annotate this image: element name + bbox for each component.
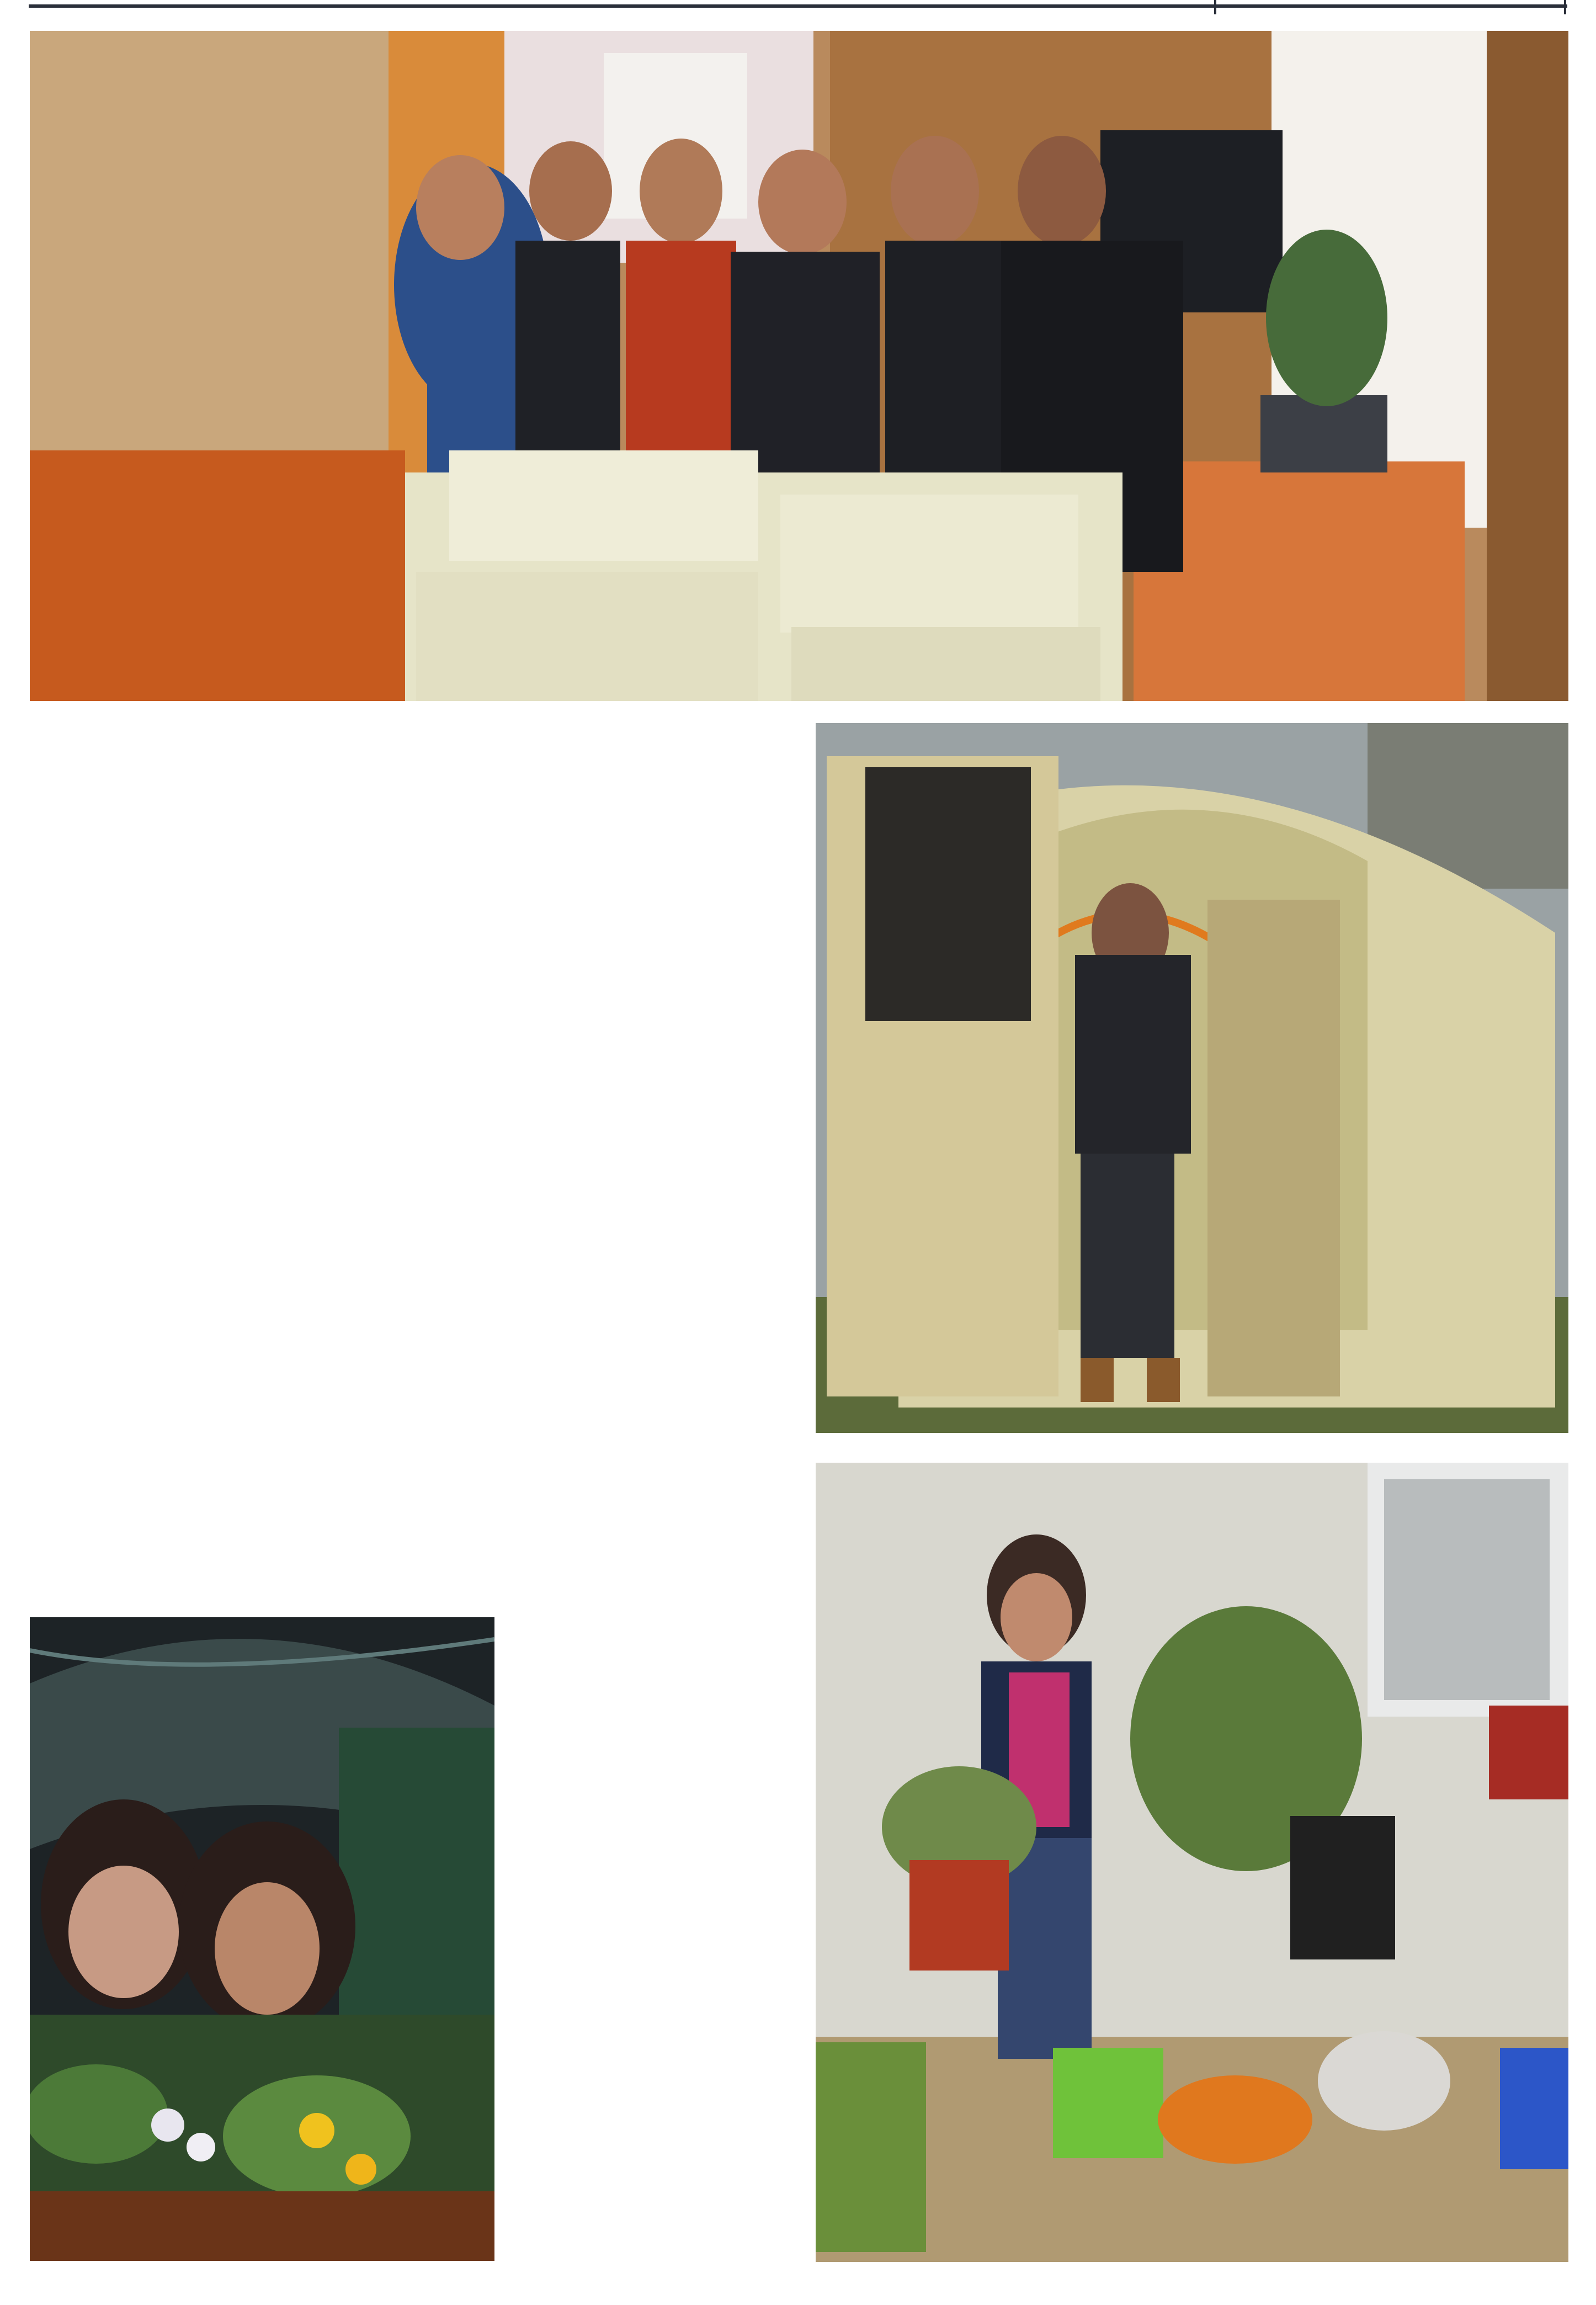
- porch-plants-photo: [816, 1463, 1568, 2262]
- article-column-1: [30, 920, 392, 926]
- greenhouse-photo: [816, 723, 1568, 1433]
- top-rule-mark: [1564, 0, 1566, 14]
- selfie-photo: [30, 1617, 494, 2261]
- article-column-3: [521, 1585, 784, 1591]
- group-photo: [30, 31, 1568, 701]
- top-rule: [29, 4, 1567, 8]
- top-rule-mark: [1214, 0, 1216, 14]
- article-column-2: [422, 920, 784, 926]
